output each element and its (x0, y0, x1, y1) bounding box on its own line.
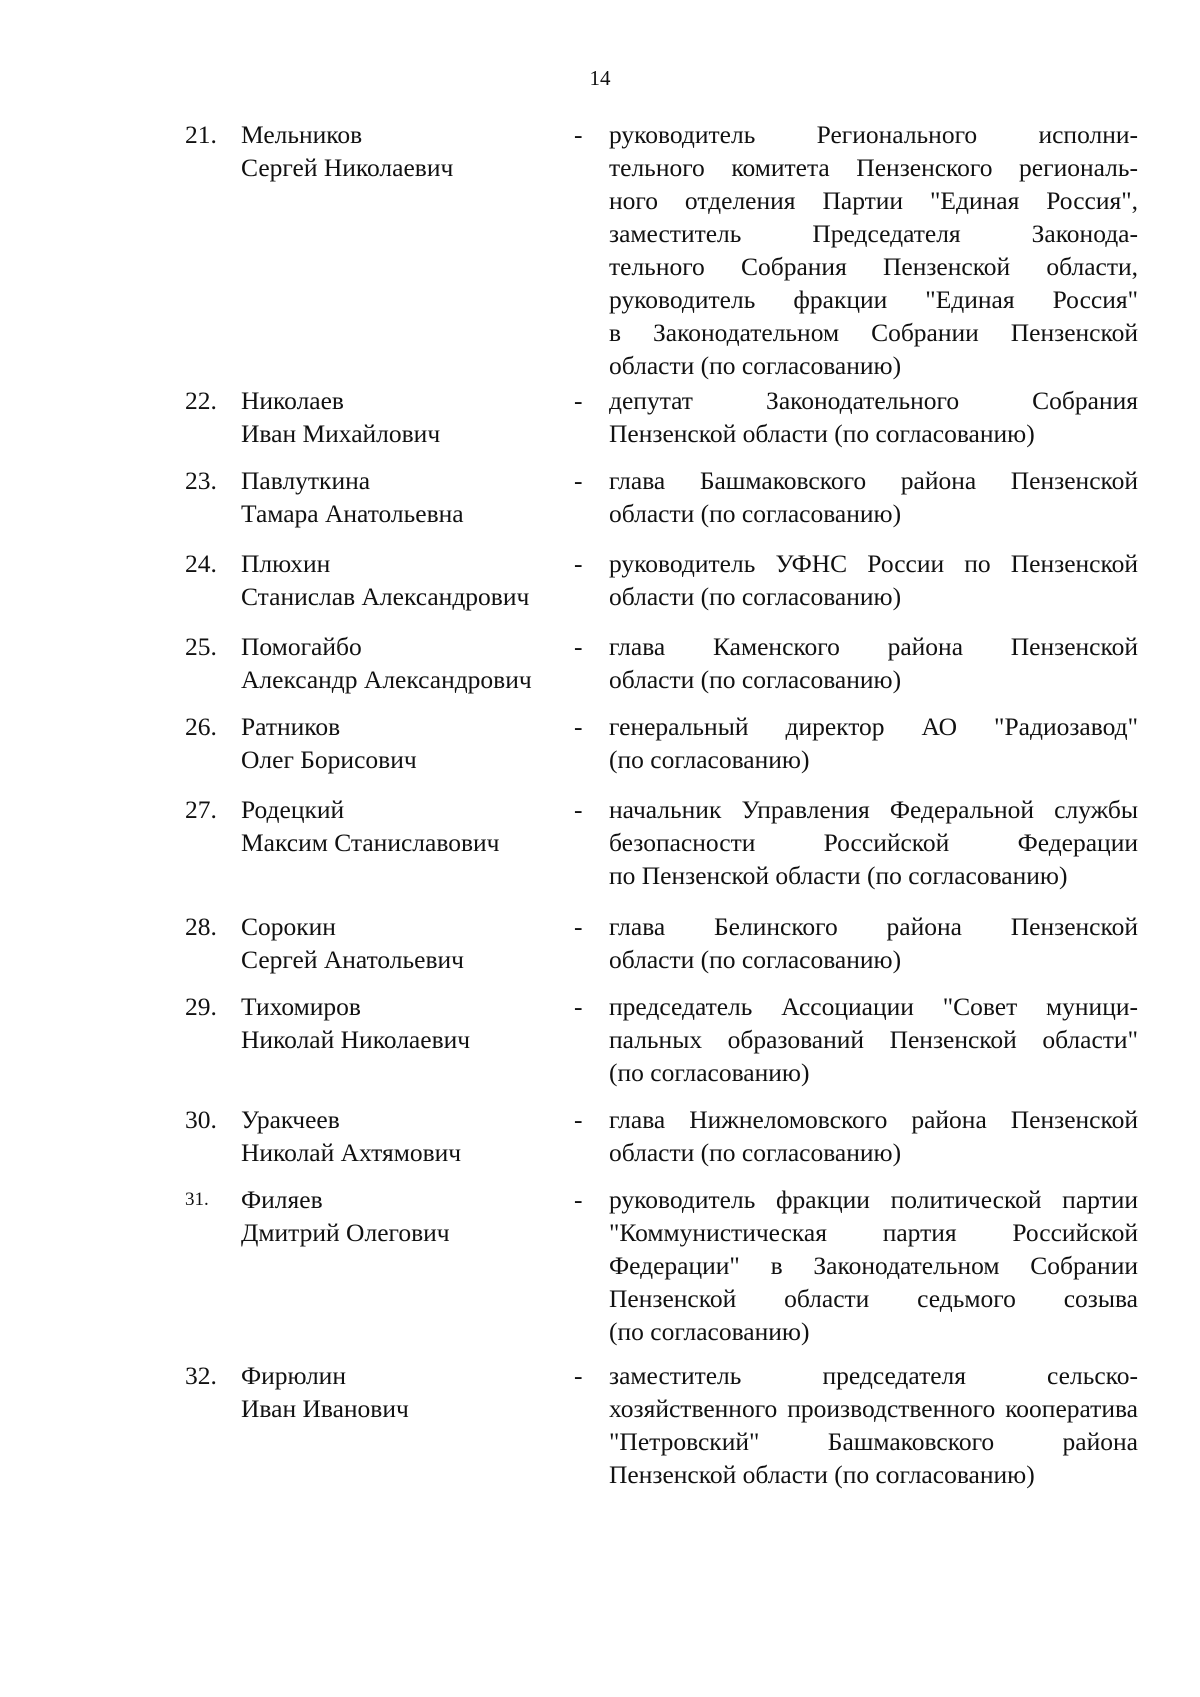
item-number: 26. (185, 712, 217, 741)
member-position (609, 710, 1138, 776)
position-line: руководитель УФНС России по Пензенской (609, 549, 1138, 578)
list-item (0, 910, 1200, 990)
position-line: тельного Собрания Пензенской области, (609, 252, 1138, 281)
given-names: Николай Николаевич (241, 1025, 471, 1054)
position-line: руководитель Регионального исполни- (609, 120, 1138, 149)
position-line: депутат Законодательного Собрания (609, 386, 1138, 415)
member-position (609, 910, 1138, 976)
member-position (609, 384, 1138, 450)
member-position (609, 118, 1138, 382)
surname: Ратников (241, 712, 341, 741)
list-item (0, 1183, 1200, 1359)
position-line: глава Каменского района Пензенской (609, 632, 1138, 661)
separator-dash: - (574, 912, 583, 941)
separator-dash: - (574, 1185, 583, 1214)
list-item (0, 118, 1200, 384)
member-list (0, 118, 1200, 1499)
item-number: 21. (185, 120, 217, 149)
member-name (241, 118, 581, 184)
position-line: области (по согласованию) (609, 1138, 902, 1167)
item-number: 22. (185, 386, 217, 415)
surname: Плюхин (241, 549, 331, 578)
position-line: области (по согласованию) (609, 665, 902, 694)
member-position (609, 1183, 1138, 1348)
position-line: ного отделения Партии "Единая Россия", (609, 186, 1138, 215)
position-line: (по согласованию) (609, 1058, 810, 1087)
separator-dash: - (574, 1361, 583, 1390)
position-line: председатель Ассоциации "Совет муници- (609, 992, 1138, 1021)
position-line: в Законодательном Собрании Пензенской (609, 318, 1138, 347)
item-number: 29. (185, 992, 217, 1021)
given-names: Николай Ахтямович (241, 1138, 462, 1167)
position-line: "Коммунистическая партия Российской (609, 1218, 1138, 1247)
separator-dash: - (574, 386, 583, 415)
surname: Филяев (241, 1185, 323, 1214)
member-name (241, 630, 581, 696)
member-position (609, 547, 1138, 613)
position-line: заместитель председателя сельско- (609, 1361, 1138, 1390)
member-name (241, 547, 581, 613)
separator-dash: - (574, 549, 583, 578)
position-line: безопасности Российской Федерации (609, 828, 1138, 857)
member-name (241, 1103, 581, 1169)
position-line: области (по согласованию) (609, 351, 902, 380)
member-name (241, 464, 581, 530)
given-names: Дмитрий Олегович (241, 1218, 450, 1247)
list-item (0, 793, 1200, 910)
surname: Тихомиров (241, 992, 361, 1021)
item-number: 28. (185, 912, 217, 941)
member-name (241, 710, 581, 776)
list-item (0, 384, 1200, 464)
item-number: 24. (185, 549, 217, 578)
position-line: глава Нижнеломовского района Пензенской (609, 1105, 1138, 1134)
position-line: руководитель фракции "Единая Россия" (609, 285, 1138, 314)
given-names: Иван Михайлович (241, 419, 441, 448)
position-line: хозяйственного производственного кооператива (609, 1394, 1138, 1423)
surname: Павлуткина (241, 466, 371, 495)
member-name (241, 910, 581, 976)
member-name (241, 1183, 581, 1249)
item-number: 31. (185, 1189, 209, 1210)
position-line: тельного комитета Пензенского региональ- (609, 153, 1138, 182)
position-line: глава Башмаковского района Пензенской (609, 466, 1138, 495)
member-position (609, 990, 1138, 1089)
position-line: заместитель Председателя Законода- (609, 219, 1138, 248)
separator-dash: - (574, 1105, 583, 1134)
member-position (609, 793, 1138, 892)
list-item (0, 710, 1200, 793)
member-name (241, 384, 581, 450)
position-line: Пензенской области седьмого созыва (609, 1284, 1138, 1313)
position-line: (по согласованию) (609, 745, 810, 774)
surname: Фирюлин (241, 1361, 346, 1390)
separator-dash: - (574, 466, 583, 495)
position-line: пальных образований Пензенской области" (609, 1025, 1138, 1054)
member-position (609, 630, 1138, 696)
member-position (609, 1359, 1138, 1491)
position-line: начальник Управления Федеральной службы (609, 795, 1138, 824)
given-names: Иван Иванович (241, 1394, 409, 1423)
member-name (241, 990, 581, 1056)
member-name (241, 793, 581, 859)
position-line: Федерации" в Законодательном Собрании (609, 1251, 1138, 1280)
given-names: Сергей Николаевич (241, 153, 454, 182)
item-number: 30. (185, 1105, 217, 1134)
surname: Помогайбо (241, 632, 362, 661)
separator-dash: - (574, 712, 583, 741)
position-line: Пензенской области (по согласованию) (609, 419, 1035, 448)
position-line: области (по согласованию) (609, 582, 902, 611)
given-names: Олег Борисович (241, 745, 417, 774)
given-names: Сергей Анатольевич (241, 945, 464, 974)
given-names: Станислав Александрович (241, 582, 530, 611)
position-line: области (по согласованию) (609, 945, 902, 974)
member-position (609, 1103, 1138, 1169)
given-names: Александр Александрович (241, 665, 532, 694)
separator-dash: - (574, 632, 583, 661)
position-line: области (по согласованию) (609, 499, 902, 528)
position-line: Пензенской области (по согласованию) (609, 1460, 1035, 1489)
separator-dash: - (574, 120, 583, 149)
position-line: по Пензенской области (по согласованию) (609, 861, 1068, 890)
position-line: глава Белинского района Пензенской (609, 912, 1138, 941)
item-number: 25. (185, 632, 217, 661)
list-item (0, 464, 1200, 547)
surname: Николаев (241, 386, 344, 415)
item-number: 23. (185, 466, 217, 495)
separator-dash: - (574, 992, 583, 1021)
surname: Родецкий (241, 795, 345, 824)
member-position (609, 464, 1138, 530)
list-item (0, 1103, 1200, 1183)
surname: Мельников (241, 120, 363, 149)
list-item (0, 547, 1200, 630)
separator-dash: - (574, 795, 583, 824)
list-item (0, 1359, 1200, 1499)
surname: Уракчеев (241, 1105, 340, 1134)
position-line: (по согласованию) (609, 1317, 810, 1346)
position-line: генеральный директор АО "Радиозавод" (609, 712, 1138, 741)
page-number: 14 (589, 66, 611, 90)
list-item (0, 630, 1200, 710)
position-line: руководитель фракции политической партии (609, 1185, 1138, 1214)
position-line: "Петровский" Башмаковского района (609, 1427, 1138, 1456)
member-name (241, 1359, 581, 1425)
item-number: 32. (185, 1361, 217, 1390)
given-names: Максим Станиславович (241, 828, 500, 857)
surname: Сорокин (241, 912, 336, 941)
given-names: Тамара Анатольевна (241, 499, 464, 528)
item-number: 27. (185, 795, 217, 824)
list-item (0, 990, 1200, 1103)
